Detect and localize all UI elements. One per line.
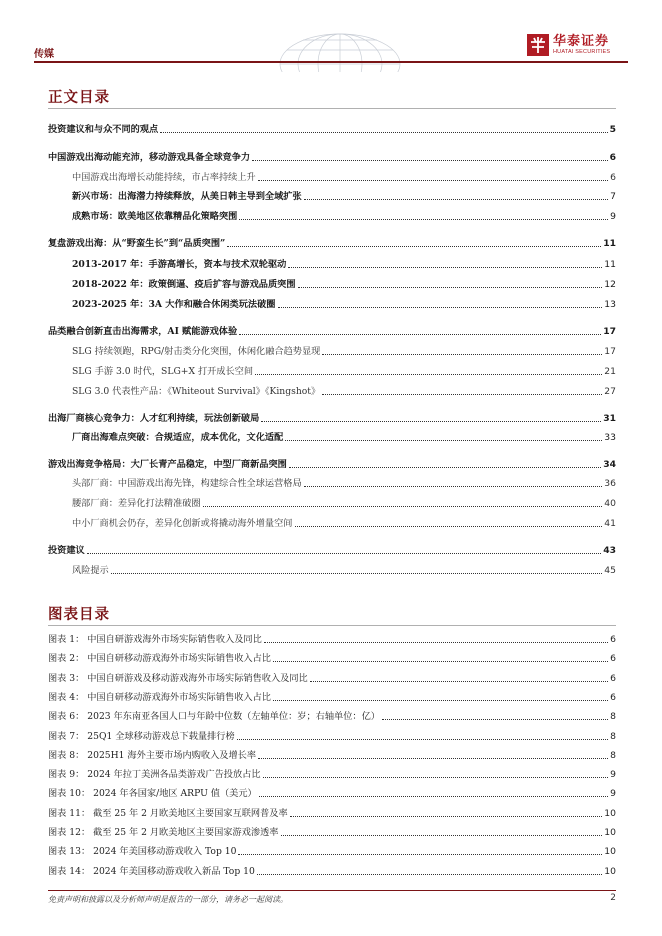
brand-logo — [527, 34, 610, 56]
toc-entry-label: SLG 手游 3.0 时代，SLG+X 打开成长空间 — [72, 366, 254, 377]
figure-entry[interactable] — [48, 748, 616, 762]
figure-leader-dots — [258, 758, 608, 759]
toc-entry[interactable] — [48, 411, 616, 425]
footer-rule — [48, 890, 616, 891]
toc-leader-dots — [252, 160, 607, 161]
figure-entry[interactable] — [48, 690, 616, 704]
toc-leader-dots — [239, 219, 608, 220]
figure-entry-page: 10 — [604, 866, 616, 877]
toc-entry[interactable] — [48, 150, 616, 164]
huatai-logo-icon — [527, 34, 549, 56]
figure-entry-label: 图表 13： 2024 年美国移动游戏收入 Top 10 — [48, 846, 237, 857]
toc-entry[interactable] — [72, 476, 616, 490]
brand-name-cn: 华泰证券 — [553, 33, 610, 49]
toc-entry[interactable] — [72, 344, 616, 358]
toc-leader-dots — [227, 246, 601, 247]
toc-leader-dots — [304, 199, 608, 200]
toc-leader-dots — [285, 440, 602, 441]
figure-entry-page: 10 — [604, 827, 616, 838]
figure-entry[interactable] — [48, 709, 616, 723]
toc-entry-page: 9 — [610, 211, 616, 222]
toc-entry-page: 6 — [609, 152, 616, 163]
toc-entry[interactable] — [72, 430, 616, 444]
toc-leader-dots — [298, 287, 603, 288]
toc-entry-page: 6 — [610, 172, 616, 183]
toc-leader-dots — [288, 267, 602, 268]
toc-entry-page: 27 — [604, 386, 616, 397]
figure-leader-dots — [273, 700, 608, 701]
toc-leader-dots — [255, 374, 602, 375]
figure-entry-label: 图表 3： 中国自研游戏及移动游戏海外市场实际销售收入及同比 — [48, 673, 308, 684]
figure-leader-dots — [264, 642, 608, 643]
toc-leader-dots — [295, 526, 603, 527]
page-number: 2 — [610, 893, 616, 903]
toc-entry[interactable] — [72, 496, 616, 510]
toc-entry-label: 厂商出海难点突破：合规适应，成本优化，文化适配 — [72, 432, 284, 443]
toc-entry-page: 11 — [603, 238, 616, 249]
figure-leader-dots — [310, 681, 608, 682]
figure-entry[interactable] — [48, 806, 616, 820]
figure-entry-label: 图表 11： 截至 25 年 2 月欧美地区主要国家互联网普及率 — [48, 808, 288, 819]
toc-entry[interactable] — [72, 384, 616, 398]
toc-entry-label: 腰部厂商：差异化打法精准破圈 — [72, 498, 201, 509]
figure-entry-page: 10 — [604, 808, 616, 819]
toc-entry-page: 11 — [604, 259, 616, 270]
toc-leader-dots — [289, 467, 601, 468]
figure-leader-dots — [263, 777, 609, 778]
toc-leader-dots — [322, 354, 602, 355]
toc-entry-label: 品类融合创新直击出海需求，AI 赋能游戏体验 — [48, 326, 238, 337]
toc-entry-label: 投资建议和与众不同的观点 — [48, 124, 159, 135]
figure-entry-label: 图表 10： 2024 年各国家/地区 ARPU 值（美元） — [48, 788, 257, 799]
figure-entry[interactable] — [48, 729, 616, 743]
toc-leader-dots — [261, 421, 601, 422]
figure-entry-label: 图表 4： 中国自研移动游戏海外市场实际销售收入占比 — [48, 692, 271, 703]
figure-leader-dots — [257, 874, 602, 875]
toc-entry-label: 头部厂商：中国游戏出海先锋，构建综合性全球运营格局 — [72, 478, 302, 489]
toc-entry-label: SLG 持续领跑，RPG/射击类分化突围，休闲化融合趋势显现 — [72, 346, 321, 357]
figure-leader-dots — [281, 835, 603, 836]
figure-entry[interactable] — [48, 671, 616, 685]
header-rule — [34, 61, 628, 63]
toc-leader-dots — [304, 486, 603, 487]
figure-leader-dots — [290, 816, 603, 817]
toc-entry[interactable] — [72, 277, 616, 291]
toc-entry-page: 40 — [604, 498, 616, 509]
toc-leader-dots — [278, 307, 603, 308]
toc-entry-label: 2018-2022 年：政策倒逼、疫后扩容与游戏品质突围 — [72, 279, 296, 290]
toc-entry-page: 43 — [603, 545, 616, 556]
footer-disclaimer: 免责声明和披露以及分析师声明是报告的一部分，请务必一起阅读。 — [48, 895, 288, 904]
toc-entry-page: 33 — [604, 432, 616, 443]
toc-entry-label: 中国游戏出海增长动能持续，市占率持续上升 — [72, 172, 256, 183]
figure-entry-label: 图表 14： 2024 年美国移动游戏收入新品 Top 10 — [48, 866, 255, 877]
figure-entry-page: 6 — [610, 673, 616, 684]
toc-entry-label: 游戏出海竞争格局：大厂长青产品稳定，中型厂商新品突围 — [48, 459, 287, 470]
toc-entry[interactable] — [48, 122, 616, 136]
toc-entry-label: 中小厂商机会仍存，差异化创新或将撬动海外增量空间 — [72, 518, 293, 529]
figure-entry-page: 6 — [610, 692, 616, 703]
toc-entry-page: 34 — [603, 459, 616, 470]
toc-leader-dots — [203, 506, 603, 507]
toc-entry-label: 复盘游戏出海：从“野蛮生长”到“品质突围” — [48, 238, 226, 249]
figure-entry[interactable] — [48, 632, 616, 646]
toc-entry[interactable] — [72, 563, 616, 577]
toc-entry-page: 13 — [604, 299, 616, 310]
toc-entry-label: 2023-2025 年：3A 大作和融合休闲类玩法破圈 — [72, 299, 276, 310]
figure-entry-page: 8 — [610, 711, 616, 722]
figure-entry-page: 6 — [610, 653, 616, 664]
figure-entry-page: 9 — [610, 769, 616, 780]
figure-leader-dots — [237, 739, 608, 740]
toc-entry[interactable] — [72, 364, 616, 378]
toc-entry-page: 7 — [610, 191, 616, 202]
toc-leader-dots — [160, 132, 607, 133]
toc-entry-page: 31 — [603, 413, 616, 424]
figure-entry-page: 6 — [610, 634, 616, 645]
toc-leader-dots — [87, 553, 601, 554]
figure-entry[interactable] — [48, 786, 616, 800]
globe-watermark-icon — [255, 18, 425, 72]
toc-title: 正文目录 — [48, 89, 110, 106]
figure-entry-page: 8 — [610, 731, 616, 742]
section-tag: 传媒 — [34, 49, 54, 60]
figures-title-underline — [48, 625, 616, 626]
toc-entry[interactable] — [72, 209, 616, 223]
toc-entry-label: 2013-2017 年：手游高增长，资本与技术双轮驱动 — [72, 259, 287, 270]
toc-entry[interactable] — [48, 543, 616, 557]
figure-entry-page: 10 — [604, 846, 616, 857]
toc-entry[interactable] — [48, 236, 616, 250]
figure-entry-label: 图表 7： 25Q1 全球移动游戏总下载量排行榜 — [48, 731, 235, 742]
toc-entry-page: 17 — [604, 346, 616, 357]
figure-leader-dots — [382, 719, 608, 720]
toc-entry-label: 中国游戏出海动能充沛，移动游戏具备全球竞争力 — [48, 152, 251, 163]
figure-entry[interactable] — [48, 825, 616, 839]
figure-entry-label: 图表 2： 中国自研移动游戏海外市场实际销售收入占比 — [48, 653, 271, 664]
toc-entry[interactable] — [72, 189, 616, 203]
toc-entry-label: SLG 3.0 代表性产品：《Whiteout Survival》《Kingshot》 — [72, 386, 321, 397]
page-header — [0, 0, 662, 72]
toc-entry-page: 36 — [604, 478, 616, 489]
toc-entry-label: 成熟市场：欧美地区依靠精品化策略突围 — [72, 211, 238, 222]
figure-leader-dots — [259, 796, 608, 797]
toc-entry-label: 新兴市场：出海潜力持续释放，从美日韩主导到全域扩张 — [72, 191, 302, 202]
figure-entry[interactable] — [48, 767, 616, 781]
toc-entry-page: 12 — [604, 279, 616, 290]
figure-entry[interactable] — [48, 844, 616, 858]
figure-entry[interactable] — [48, 651, 616, 665]
brand-name-en: HUATAI SECURITIES — [553, 48, 611, 55]
figure-entry-label: 图表 12： 截至 25 年 2 月欧美地区主要国家游戏渗透率 — [48, 827, 279, 838]
toc-entry-label: 投资建议 — [48, 545, 85, 556]
toc-leader-dots — [111, 573, 603, 574]
toc-entry[interactable] — [72, 170, 616, 184]
toc-entry-page: 41 — [604, 518, 616, 529]
toc-entry-page: 45 — [604, 565, 616, 576]
toc-entry[interactable] — [72, 257, 616, 271]
figure-leader-dots — [238, 854, 602, 855]
toc-entry-page: 5 — [609, 124, 616, 135]
toc-entry-label: 风险提示 — [72, 565, 109, 576]
figure-entry-page: 9 — [610, 788, 616, 799]
toc-title-underline — [48, 108, 616, 109]
figures-title: 图表目录 — [48, 606, 110, 623]
figure-entry-label: 图表 1： 中国自研游戏海外市场实际销售收入及同比 — [48, 634, 262, 645]
figure-entry-page: 8 — [610, 750, 616, 761]
toc-leader-dots — [239, 334, 601, 335]
toc-entry[interactable] — [48, 324, 616, 338]
toc-entry[interactable] — [72, 516, 616, 530]
toc-leader-dots — [258, 180, 608, 181]
figure-entry-label: 图表 9： 2024 年拉丁美洲各品类游戏广告投放占比 — [48, 769, 261, 780]
toc-leader-dots — [322, 394, 602, 395]
toc-entry-page: 21 — [604, 366, 616, 377]
figure-entry[interactable] — [48, 864, 616, 878]
figure-leader-dots — [273, 661, 608, 662]
figure-entry-label: 图表 6： 2023 年东南亚各国人口与年龄中位数（左轴单位：岁；右轴单位：亿） — [48, 711, 380, 722]
toc-entry[interactable] — [72, 297, 616, 311]
toc-entry[interactable] — [48, 457, 616, 471]
figure-entry-label: 图表 8： 2025H1 海外主要市场内购收入及增长率 — [48, 750, 257, 761]
toc-entry-page: 17 — [603, 326, 616, 337]
toc-entry-label: 出海厂商核心竞争力：人才红利持续，玩法创新破局 — [48, 413, 260, 424]
